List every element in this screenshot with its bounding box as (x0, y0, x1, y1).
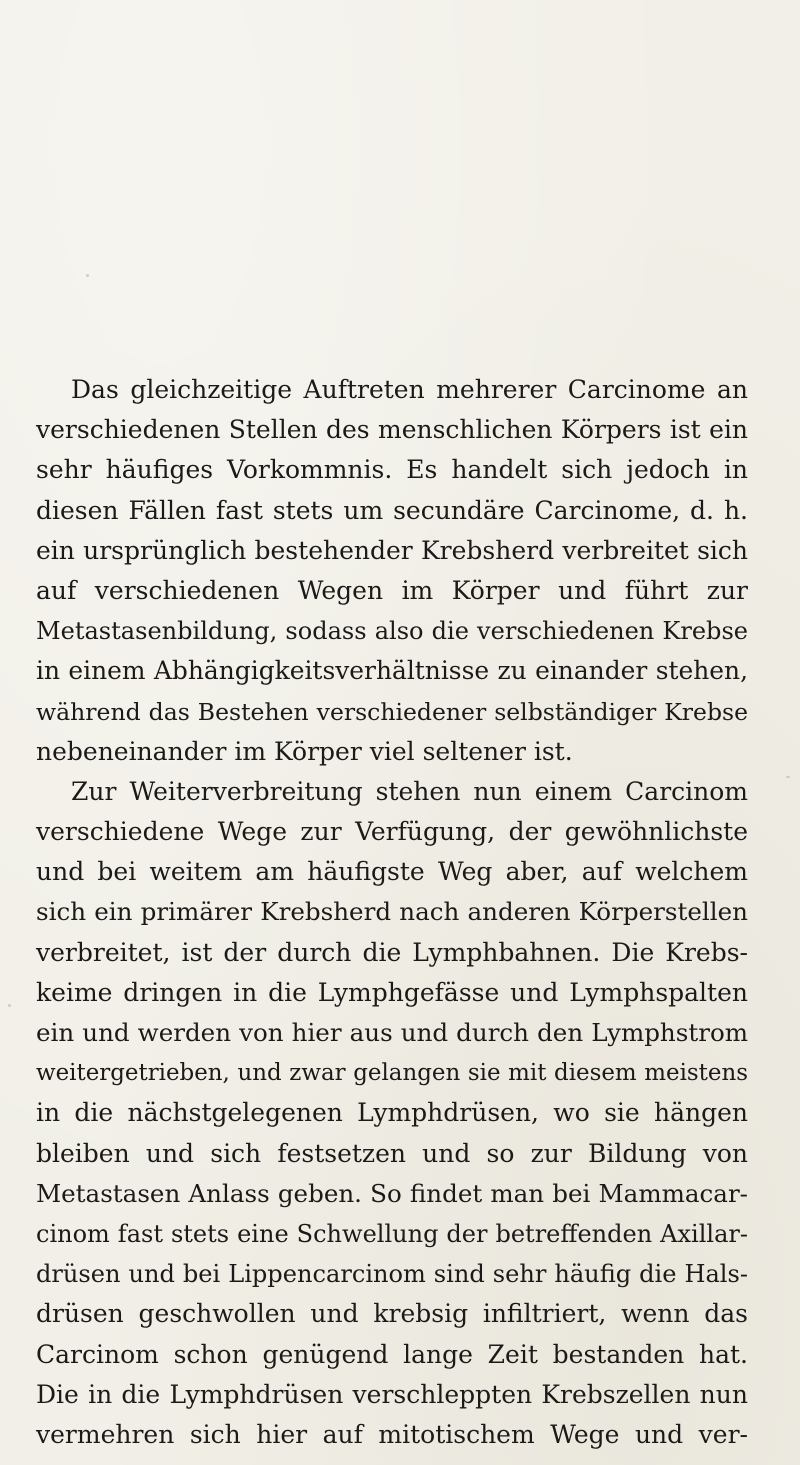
text-line: auf verschiedenen Wegen im Körper und führt zur (36, 575, 748, 605)
text-line: in die nächstgelegenen Lymphdrüsen, wo sie hängen (36, 1098, 748, 1128)
text-line: ein und werden von hier aus und durch den Lymphstrom (36, 1018, 748, 1047)
paper-speck (8, 1004, 11, 1007)
text-line: diesen Fällen fast stets um secundäre Carcinome, d. h. (36, 495, 748, 525)
text-line: drüsen geschwollen und krebsig infiltriert, wenn das (36, 1299, 748, 1329)
text-line: und bei weitem am häufigste Weg aber, auf welchem (36, 857, 748, 887)
text-line: verbreitet, ist der durch die Lymphbahnen. Die Krebs- (36, 937, 748, 967)
text-line: Das gleichzeitige Auftreten mehrerer Carcinome an (71, 375, 748, 404)
text-line: vermehren sich hier auf mitotischem Wege und ver- (36, 1419, 748, 1449)
text-line: Zur Weiterverbreitung stehen nun einem Carcinom (71, 776, 748, 806)
text-line: nebeneinander im Körper viel seltener ist. (36, 736, 573, 766)
text-line: verschiedenen Stellen des menschlichen Körpers ist ein (36, 415, 748, 445)
text-line: keime dringen in die Lymphgefässe und Lymphspalten (36, 977, 748, 1007)
text-line: sehr häufiges Vorkommnis. Es handelt sich jedoch in (36, 455, 748, 485)
text-line: verschiedene Wege zur Verfügung, der gewöhnlichste (36, 817, 748, 847)
text-line: sich ein primärer Krebsherd nach anderen Körperstellen (36, 897, 748, 927)
text-line: weitergetrieben, und zwar gelangen sie mit diesem meistens (36, 1060, 748, 1087)
text-line: Metastasenbildung, sodass also die verschiedenen Krebse (36, 617, 748, 646)
text-line: bleiben und sich festsetzen und so zur Bildung von (36, 1138, 748, 1168)
text-line: cinom fast stets eine Schwellung der betreffenden Axillar- (36, 1219, 748, 1248)
text-line: Carcinom schon genügend lange Zeit bestanden hat. (36, 1339, 748, 1369)
paper-speck (86, 274, 89, 277)
paper-speck (786, 776, 790, 778)
text-line: während das Bestehen verschiedener selbständiger Krebse (36, 697, 748, 726)
text-line: Metastasen Anlass geben. So findet man bei Mammacar- (36, 1178, 748, 1208)
body-text (36, 370, 748, 1455)
text-line: in einem Abhängigkeitsverhältnisse zu einander stehen, (36, 656, 748, 686)
text-line: ein ursprünglich bestehender Krebsherd verbreitet sich (36, 535, 748, 565)
text-line: drüsen und bei Lippencarcinom sind sehr häufig die Hals- (36, 1260, 748, 1289)
text-line: Die in die Lymphdrüsen verschleppten Krebszellen nun (36, 1379, 748, 1409)
